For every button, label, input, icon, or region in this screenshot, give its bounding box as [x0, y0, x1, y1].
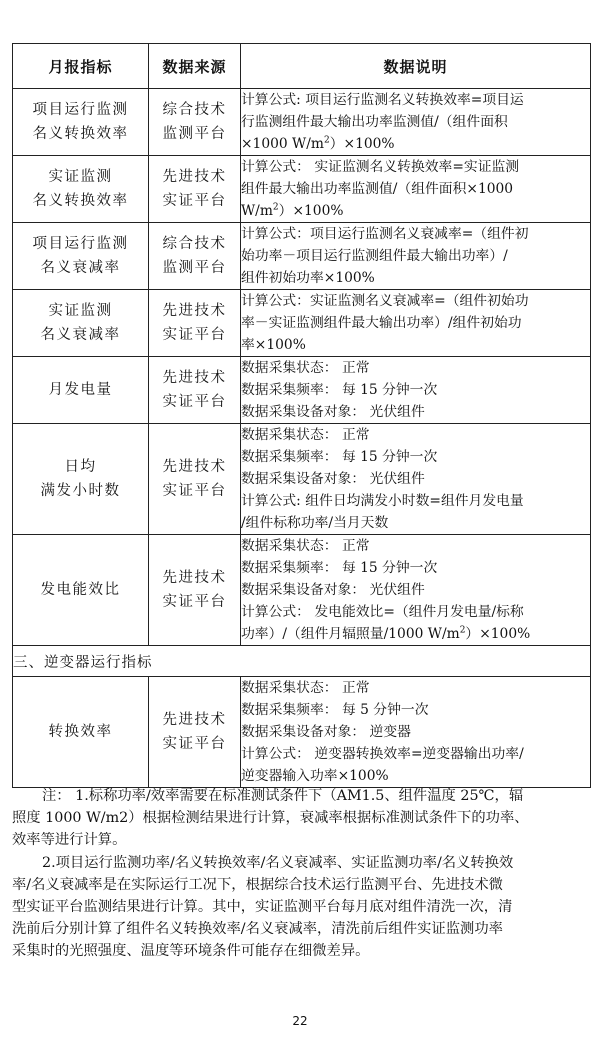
description-cell	[241, 89, 591, 156]
description-line: 组件初始功率×100%	[241, 270, 375, 286]
note-line: 2.项目运行监测功率/名义转换效率/名义衰减率、实证监测功率/名义转换效	[42, 854, 514, 871]
table-row	[13, 89, 591, 156]
table-row	[13, 357, 591, 424]
table-row	[13, 290, 591, 357]
source-line: 综合技术	[162, 102, 227, 118]
indicator-table	[12, 43, 591, 788]
indicator-line: 名义衰减率	[40, 327, 121, 343]
table-row	[13, 535, 591, 646]
table-header-row	[13, 44, 591, 89]
header-source: 数据来源	[149, 44, 241, 89]
source-line: 综合技术	[162, 236, 227, 252]
note-line: 洗前后分别计算了组件名义转换效率/名义衰减率，清洗前后组件实证监测功率	[12, 921, 503, 938]
description-line: 计算公式: 项目运行监测名义转换效率=项目运	[241, 92, 524, 108]
description-line: 数据采集频率： 每 15 分钟一次	[241, 449, 438, 465]
description-line	[241, 200, 590, 222]
indicator-cell	[13, 290, 149, 357]
source-cell	[149, 223, 241, 290]
description-line: 数据采集状态： 正常	[241, 427, 370, 443]
indicator-line: 项目运行监测	[32, 236, 129, 252]
source-line: 先进技术	[162, 712, 227, 728]
source-line: 先进技术	[162, 303, 227, 319]
description-line: 率×100%	[241, 337, 306, 353]
description-cell	[241, 223, 591, 290]
indicator-line: 满发小时数	[40, 483, 121, 499]
indicator-cell	[13, 357, 149, 424]
indicator-line: 名义转换效率	[32, 193, 129, 209]
indicator-cell	[13, 89, 149, 156]
description-line: 计算公式：项目运行监测名义衰减率=（组件初	[241, 226, 529, 242]
header-description: 数据说明	[241, 44, 591, 89]
note-line: 率/名义衰减率是在实际运行工况下，根据综合技术运行监测平台、先进技术微	[12, 876, 503, 893]
description-line: 组件最大输出功率监测值/（组件面积×1000	[241, 181, 514, 197]
formula-text: ）×100%	[278, 203, 344, 219]
source-line: 实证平台	[162, 736, 227, 752]
description-cell	[241, 424, 591, 535]
note-line: 效率等进行计算。	[12, 832, 127, 849]
source-cell	[149, 424, 241, 535]
source-cell	[149, 89, 241, 156]
source-line: 实证平台	[162, 394, 227, 410]
indicator-line: 实证监测	[48, 303, 113, 319]
description-cell	[241, 156, 591, 223]
source-cell	[149, 290, 241, 357]
note-line: 型实证平台监测结果进行计算。其中，实证监测平台每月底对组件清洗一次，清	[12, 899, 513, 916]
indicator-line: 转换效率	[48, 724, 113, 740]
description-cell	[241, 677, 591, 788]
source-line: 先进技术	[162, 169, 227, 185]
description-cell	[241, 290, 591, 357]
indicator-line: 实证监测	[48, 169, 113, 185]
description-line	[241, 133, 590, 155]
description-line: /组件标称功率/当月天数	[241, 515, 389, 531]
description-line	[241, 623, 590, 645]
description-line: 率－实证监测组件最大输出功率）/组件初始功	[241, 315, 522, 331]
description-line: 数据采集频率： 每 5 分钟一次	[241, 702, 429, 718]
page-number: 22	[292, 1014, 308, 1028]
header-indicator: 月报指标	[13, 44, 149, 89]
source-line: 先进技术	[162, 370, 227, 386]
description-line: 计算公式：实证监测名义衰减率=（组件初始功	[241, 293, 529, 309]
source-line: 实证平台	[162, 483, 227, 499]
indicator-line: 名义衰减率	[40, 260, 121, 276]
source-line: 实证平台	[162, 594, 227, 610]
table-row	[13, 223, 591, 290]
description-line: 数据采集状态： 正常	[241, 680, 370, 696]
table-row	[13, 424, 591, 535]
formula-text: ）×100%	[465, 626, 531, 642]
formula-text: W/m	[241, 203, 273, 219]
indicator-line: 发电能效比	[40, 582, 121, 598]
indicator-cell	[13, 223, 149, 290]
section-row	[13, 646, 591, 677]
indicator-line: 日均	[64, 459, 97, 475]
description-line: 计算公式： 实证监测名义转换效率=实证监测	[241, 159, 520, 175]
note-line: 注： 1.标称功率/效率需要在标准测试条件下（AM1.5、组件温度 25℃，辐	[42, 788, 524, 804]
formula-text: ×1000 W/m	[241, 136, 324, 152]
description-line: 数据采集频率： 每 15 分钟一次	[241, 560, 438, 576]
description-line: 数据采集状态： 正常	[241, 538, 370, 554]
formula-text: 功率）/（组件月辐照量/1000 W/m	[241, 626, 460, 642]
description-line: 行监测组件最大输出功率监测值/（组件面积	[241, 114, 508, 130]
description-cell	[241, 535, 591, 646]
notes-block	[12, 785, 590, 963]
source-cell	[149, 677, 241, 788]
note-line: 照度 1000 W/m2）根据检测结果进行计算，衰减率根据标准测试条件下的功率、	[12, 810, 529, 827]
table-row	[13, 156, 591, 223]
description-line: 数据采集状态： 正常	[241, 360, 370, 376]
indicator-line: 项目运行监测	[32, 102, 129, 118]
description-line: 计算公式: 组件日均满发小时数=组件月发电量	[241, 493, 524, 509]
section-title: 三、逆变器运行指标	[13, 646, 591, 677]
source-cell	[149, 535, 241, 646]
description-line: 逆变器输入功率×100%	[241, 768, 389, 784]
superscript: 2	[323, 135, 330, 146]
description-line: 数据采集设备对象： 逆变器	[241, 724, 411, 740]
source-cell	[149, 357, 241, 424]
description-line: 数据采集设备对象： 光伏组件	[241, 404, 425, 420]
source-line: 实证平台	[162, 193, 227, 209]
source-line: 先进技术	[162, 459, 227, 475]
source-line: 监测平台	[162, 126, 227, 142]
source-cell	[149, 156, 241, 223]
description-line: 始功率－项目运行监测组件最大输出功率）/	[241, 248, 508, 264]
source-line: 监测平台	[162, 260, 227, 276]
description-line: 数据采集设备对象： 光伏组件	[241, 582, 425, 598]
note-line: 采集时的光照强度、温度等环境条件可能存在细微差异。	[12, 943, 370, 960]
superscript: 2	[272, 202, 279, 213]
description-line: 计算公式： 发电能效比=（组件月发电量/标称	[241, 604, 524, 620]
description-cell	[241, 357, 591, 424]
description-line: 数据采集频率： 每 15 分钟一次	[241, 382, 438, 398]
description-line: 计算公式： 逆变器转换效率=逆变器输出功率/	[241, 746, 524, 762]
source-line: 先进技术	[162, 570, 227, 586]
indicator-cell	[13, 156, 149, 223]
indicator-cell	[13, 535, 149, 646]
source-line: 实证平台	[162, 327, 227, 343]
superscript: 2	[459, 625, 466, 636]
indicator-line: 名义转换效率	[32, 126, 129, 142]
formula-text: ）×100%	[329, 136, 395, 152]
description-line: 数据采集设备对象： 光伏组件	[241, 471, 425, 487]
table-row	[13, 677, 591, 788]
indicator-cell	[13, 424, 149, 535]
indicator-cell	[13, 677, 149, 788]
indicator-line: 月发电量	[48, 382, 113, 398]
